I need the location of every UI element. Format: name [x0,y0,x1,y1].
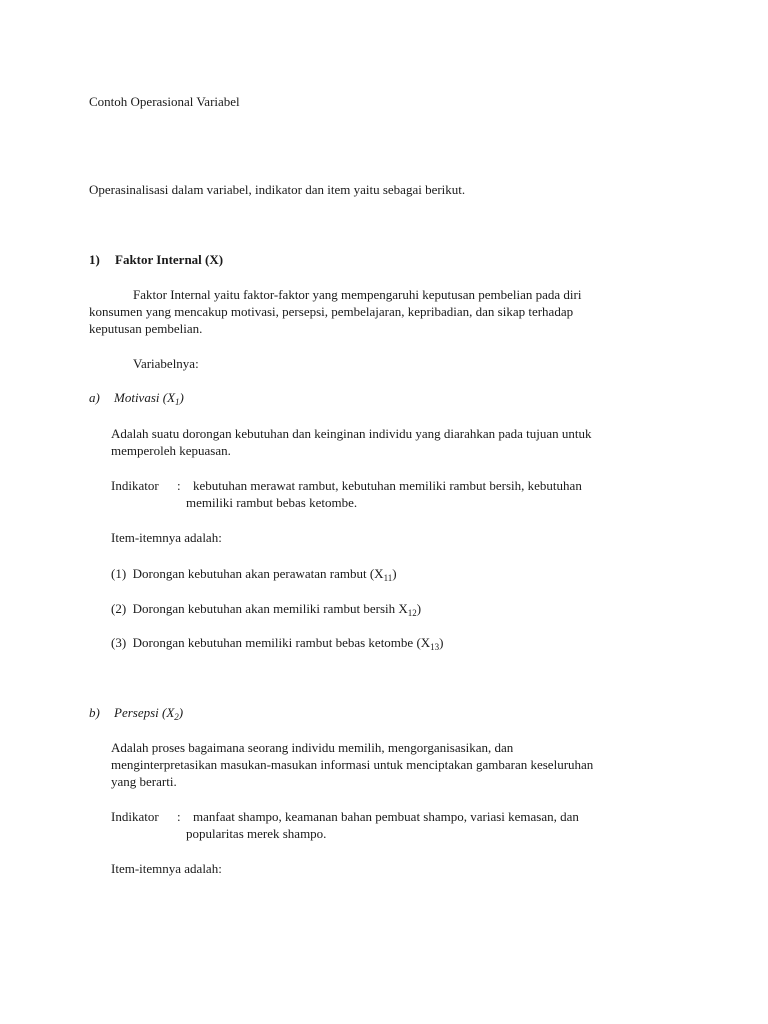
indikator-text-line: memiliki rambut bebas ketombe. [186,495,358,510]
list-item-number: (3) [111,635,127,650]
variable-a-heading: Motivasi $(X_1)$ [114,390,184,407]
variable-b-definition-line: menginterpretasikan masukan-masukan informasi untuk menciptakan gambaran keseluruhan [111,757,594,772]
indikator-label: Indikator [111,478,159,493]
list-item: (3) Dorongan kebutuhan memiliki rambut bebas ketombe $(X_{13})$ [111,635,444,652]
variable-b-letter: b) [89,705,100,720]
indikator-text-line: popularitas merek shampo. [186,826,327,841]
indikator-colon: : [177,809,181,824]
variabel-label: Variabelnya: [133,356,199,371]
list-item-number: (1) [111,566,127,581]
section-desc-line: konsumen yang mencakup motivasi, persepsi, pembelajaran, kepribadian, dan sikap terhadap [89,304,574,319]
indikator-text-line: kebutuhan merawat rambut, kebutuhan memiliki rambut bersih, kebutuhan [193,478,582,493]
indikator-text-line: manfaat shampo, keamanan bahan pembuat shampo, variasi kemasan, dan [193,809,579,824]
variable-b-definition-line: yang berarti. [111,774,177,789]
variable-b-heading: Persepsi $(X_2)$ [114,705,184,722]
document-title: Contoh Operasional Variabel [89,94,240,109]
intro-paragraph: Operasinalisasi dalam variabel, indikator dan item yaitu sebagai berikut. [89,182,466,197]
list-item: (1) Dorongan kebutuhan akan perawatan rambut $(X_{11})$ [111,566,397,583]
variable-a-letter: a) [89,390,100,405]
section-desc-line: keputusan pembelian. [89,321,203,336]
section-heading: Faktor Internal (X) [115,252,224,267]
indikator-label: Indikator [111,809,159,824]
list-item-number: (2) [111,601,127,616]
items-label: Item-itemnya adalah: [111,861,222,876]
section-desc-line: Faktor Internal yaitu faktor-faktor yang mempengaruhi keputusan pembelian pada diri [133,287,582,302]
variable-b-definition-line: Adalah proses bagaimana seorang individu memilih, mengorganisasikan, dan [111,740,514,755]
variable-a-definition-line: Adalah suatu dorongan kebutuhan dan keinginan individu yang diarahkan pada tujuan untuk [111,426,592,441]
list-item: (2) Dorongan kebutuhan akan memiliki rambut bersih $X_{12}$) [111,601,422,618]
variable-a-definition-line: memperoleh kepuasan. [111,443,231,458]
section-number: 1) [89,252,100,267]
items-label: Item-itemnya adalah: [111,530,222,545]
indikator-colon: : [177,478,181,493]
